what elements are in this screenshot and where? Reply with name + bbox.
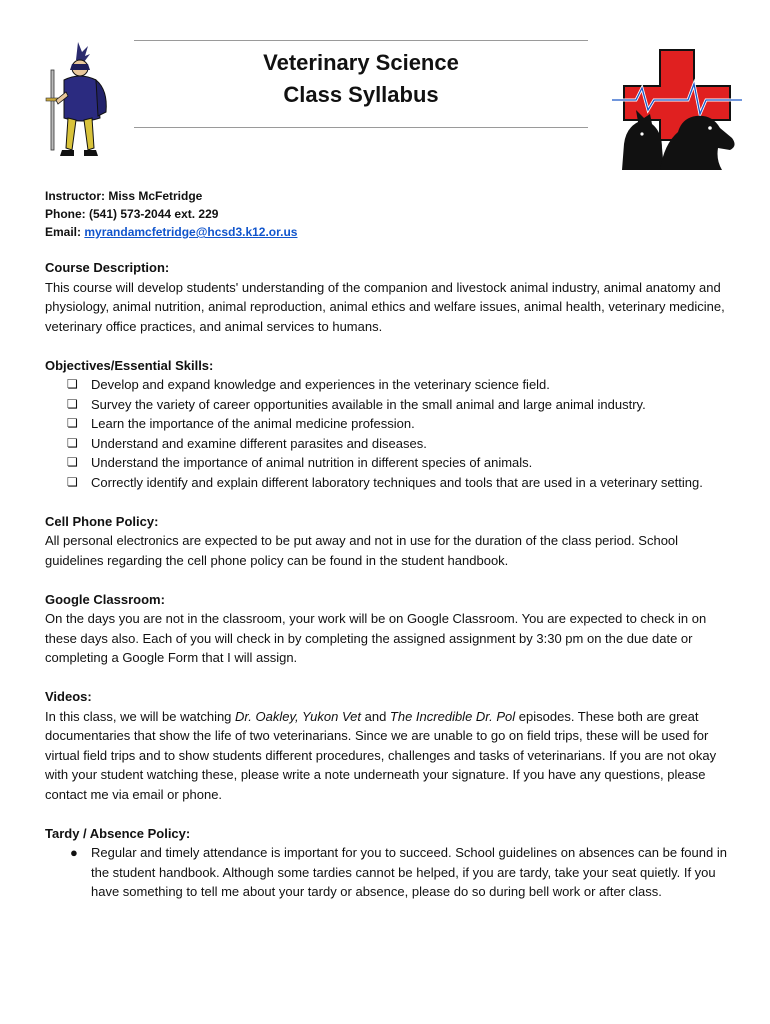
checkbox-bullet-icon: ❏ [67, 455, 78, 469]
section-heading: Videos: [45, 689, 92, 704]
tardy-list [45, 843, 735, 902]
show-title: Dr. Oakley, Yukon Vet [235, 708, 361, 724]
section-text: On the days you are not in the classroom, your work will be on Google Classroom. You are expected to check in on these days also. Each of you will check in by completing the assigned assignment by 3:30 pm on the due date or completing a Google Form that I will assign. [45, 611, 707, 665]
tardy-absence-section [45, 824, 735, 902]
checkbox-bullet-icon: ❏ [67, 396, 78, 411]
title-line-2: Class Syllabus [283, 82, 439, 107]
list-item: ❏ Develop and expand knowledge and experiences in the veterinary science field. [67, 375, 735, 395]
course-description-section [45, 258, 735, 336]
section-heading: Objectives/Essential Skills: [45, 357, 214, 373]
page-title [134, 47, 588, 111]
list-item: ❏ Understand and examine different parasites and diseases. [67, 434, 735, 454]
cell-phone-policy-section [45, 512, 735, 571]
red-cross-cat-dog-logo [612, 48, 742, 172]
section-text: All personal electronics are expected to be put away and not in use for the duration of the class period. School guidelines regarding the cell phone policy can be found in the student handbook. [45, 533, 679, 568]
checkbox-bullet-icon: ❏ [67, 377, 78, 391]
title-line-1: Veterinary Science [263, 50, 459, 75]
checkbox-bullet-icon: ❏ [67, 474, 78, 489]
section-text: In this class, we will be watching Dr. Oakley, Yukon Vet and The Incredible Dr. Pol episodes. These both are great documentaries that show the life of two veterinarians. Since we are unable to go on field trips, these will be used for virtual field trips and to show students different procedures, challenges and tasks of veterinarians. If you are not okay with your student watching these, please write a note underneath your signature. If you have any questions, please contact me via email or phone. [45, 708, 717, 802]
show-title: The Incredible Dr. Pol [389, 708, 516, 724]
checkbox-bullet-icon: ❏ [67, 435, 78, 450]
objectives-list [45, 375, 735, 492]
section-heading: Cell Phone Policy: [45, 513, 159, 529]
list-item: ❏ Survey the variety of career opportunities available in the small animal and large animal industry. [67, 395, 735, 415]
videos-section [45, 687, 735, 804]
objectives-section [45, 356, 735, 493]
bullet-dot-icon: ● [70, 845, 78, 860]
instructor-info [45, 187, 297, 241]
section-heading: Google Classroom: [45, 591, 165, 607]
instructor-email-line [45, 223, 297, 241]
list-item: ❏ Learn the importance of the animal medicine profession. [67, 414, 735, 434]
list-item: ❏ Correctly identify and explain different laboratory techniques and tools that are used in a veterinary setting. [67, 473, 735, 493]
email-link[interactable]: myrandamcfetridge@hcsd3.k12.or.us [84, 225, 298, 239]
instructor-phone: Phone: (541) 573-2044 ext. 229 [45, 207, 219, 221]
list-item: ● Regular and timely attendance is important for you to succeed. School guidelines on absences can be found in the student handbook. Although some tardies cannot be helped, if you are tardy, take your seat quietly. If you have something to tell me about your tardy or absence, please do so during bell work or after class. [70, 845, 727, 899]
section-heading: Tardy / Absence Policy: [45, 825, 191, 841]
google-classroom-section [45, 590, 735, 668]
list-item: ❏ Understand the importance of animal nutrition in different species of animals. [67, 453, 735, 473]
section-heading: Course Description: [45, 260, 170, 275]
title-bottom-rule [134, 127, 588, 128]
title-top-rule [134, 40, 588, 41]
syllabus-content [45, 258, 735, 902]
email-label: Email: [45, 225, 82, 239]
checkbox-bullet-icon: ❏ [67, 416, 78, 430]
section-text: This course will develop students' understanding of the companion and livestock animal industry, animal anatomy and physiology, animal nutrition, animal reproduction, animal ethics and welfare issues, animal health, veterinary medicine, veterinary office practices, and animal services to humans. [45, 279, 725, 334]
instructor-name: Instructor: Miss McFetridge [45, 189, 203, 203]
knight-mascot-logo [38, 40, 116, 162]
